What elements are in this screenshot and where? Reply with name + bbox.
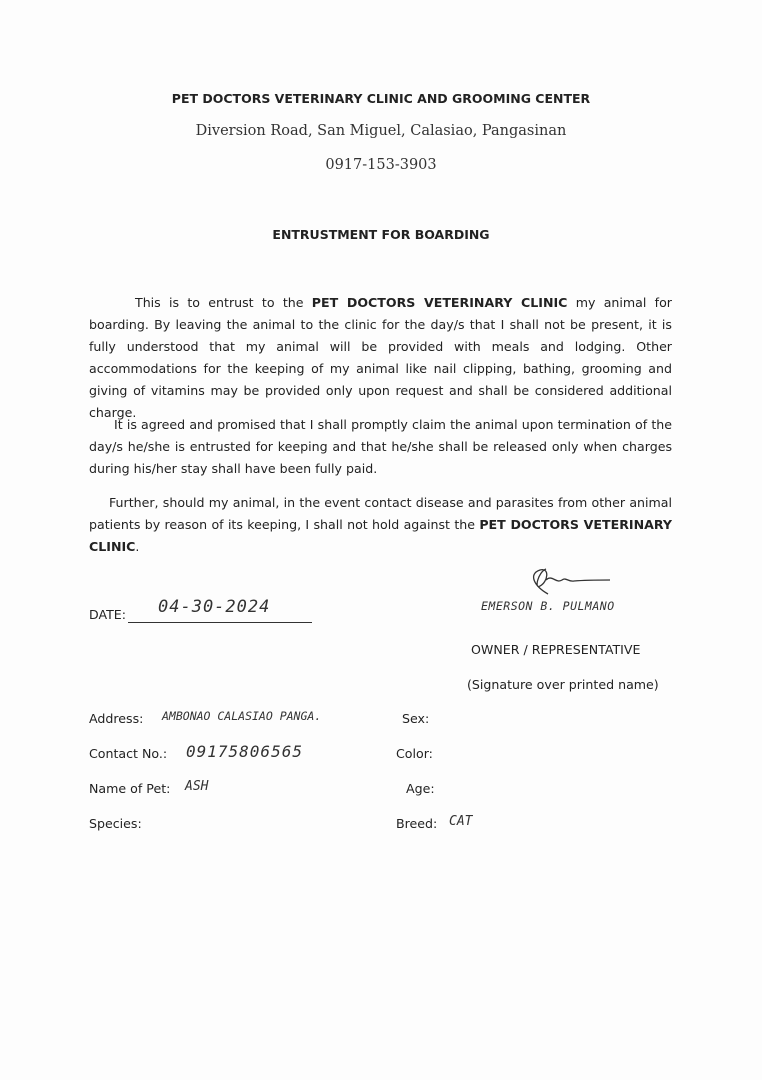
signature-printed-name: EMERSON B. PULMANO (481, 599, 615, 613)
date-value: 04-30-2024 (158, 597, 271, 617)
species-label: Species: (89, 816, 142, 831)
paragraph-liability: Further, should my animal, in the event contact disease and parasites from other animal patients by reason of its keeping, I shall not hold against the PET DOCTORS VETERINARY CLINIC. (89, 495, 673, 554)
paragraph-claim: It is agreed and promised that I shall promptly claim the animal upon termination of the day/s he/she is entrusted for keeping and that he/she shall be released only when charges during his/her stay shall have been fully paid. (89, 417, 672, 476)
pet-name-value: ASH (185, 779, 209, 794)
breed-label: Breed: (396, 816, 438, 831)
clinic-address: Diversion Road, San Miguel, Calasiao, Pangasinan (195, 123, 567, 139)
breed-value: CAT (449, 814, 473, 829)
clinic-name-bold: PET DOCTORS VETERINARY CLINIC (311, 295, 568, 310)
clinic-phone: 0917-153-3903 (325, 157, 437, 173)
paragraph-entrust: This is to entrust to the PET DOCTORS VETERINARY CLINIC my animal for boarding. By leaving the animal to the clinic for the day/s that I shall not be present, it is fully understood that my animal will be provided with meals and lodging. Other accommodations for the keeping of my animal like nail clipping, bathing, grooming and giving of vitamins may be provided only upon request and shall be considered additional charge. (89, 295, 672, 420)
age-label: Age: (406, 781, 435, 796)
date-label: DATE: (89, 607, 127, 622)
clinic-name: PET DOCTORS VETERINARY CLINIC AND GROOMING CENTER (171, 91, 591, 106)
color-label: Color: (396, 746, 433, 761)
date-underline (128, 622, 312, 623)
contact-value: 09175806565 (186, 742, 303, 761)
sex-label: Sex: (402, 711, 430, 726)
address-label: Address: (89, 711, 144, 726)
signature-role: OWNER / REPRESENTATIVE (471, 642, 641, 657)
contact-label: Contact No.: (89, 746, 168, 761)
address-value: AMBONAO CALASIAO PANGA. (162, 709, 322, 723)
signature-scribble (476, 564, 626, 600)
pet-name-label: Name of Pet: (89, 781, 171, 796)
signature-note: (Signature over printed name) (467, 677, 659, 692)
document-title: ENTRUSTMENT FOR BOARDING (272, 227, 490, 242)
clinic-name-bold: PET DOCTORS VETERINARY CLINIC (89, 517, 673, 554)
